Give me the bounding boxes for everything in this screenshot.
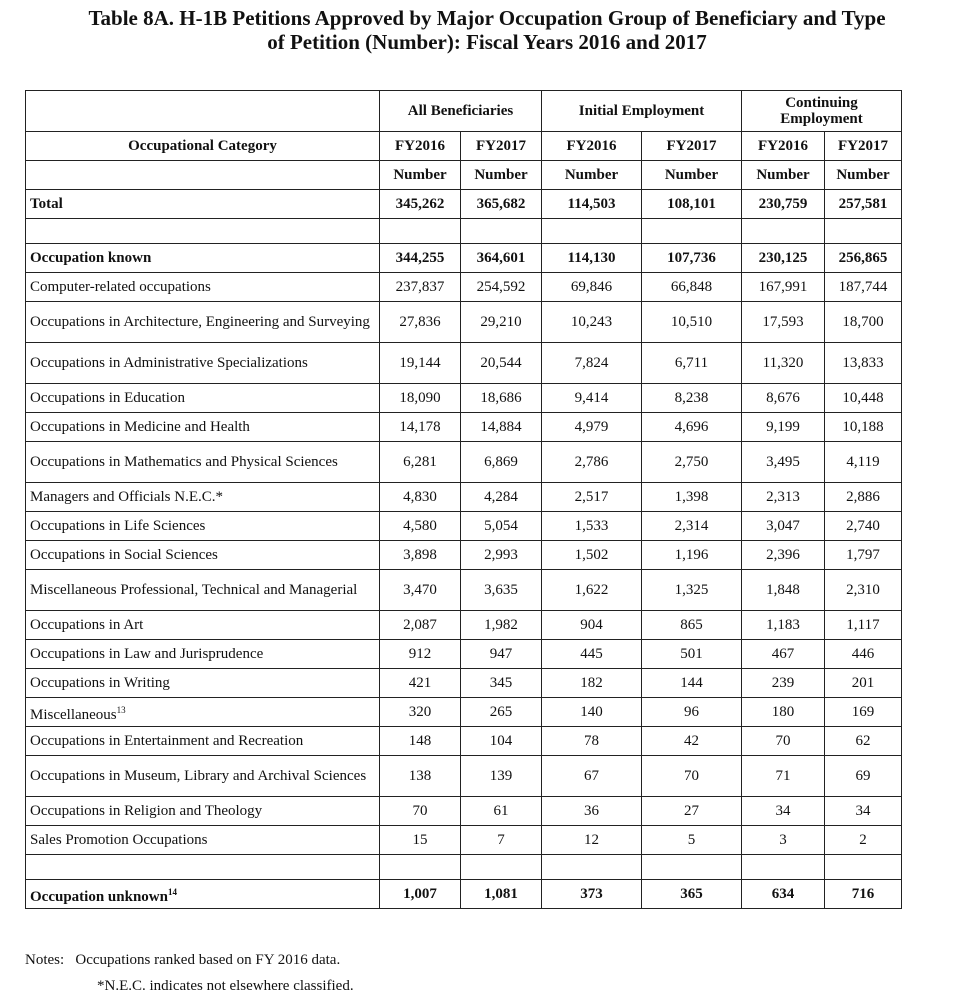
row-label-text: Occupations in Life Sciences: [30, 518, 206, 534]
value-cell: 3,635: [461, 570, 542, 611]
value-cell: 12: [542, 826, 642, 855]
row-label: [26, 442, 380, 483]
row-label: [26, 483, 380, 512]
value-cell: [825, 855, 902, 880]
row-label-text: Occupations in Law and Jurisprudence: [30, 646, 264, 662]
value-cell: 4,696: [642, 413, 742, 442]
value-cell: 42: [642, 727, 742, 756]
value-cell: 14,884: [461, 413, 542, 442]
title-line-1: Table 8A. H-1B Petitions Approved by Major Occupation Group of Beneficiary and Type: [88, 6, 886, 30]
value-cell: 10,448: [825, 384, 902, 413]
value-cell: 373: [542, 880, 642, 909]
value-cell: 257,581: [825, 190, 902, 219]
row-label: [26, 244, 380, 273]
table-row: [26, 611, 902, 640]
value-cell: 62: [825, 727, 902, 756]
value-cell: 1,797: [825, 541, 902, 570]
header-unit: Number: [825, 161, 902, 190]
table-row: [26, 698, 902, 727]
header-group-continuing-employment: Continuing Employment: [742, 91, 902, 132]
value-cell: 2,313: [742, 483, 825, 512]
value-cell: [825, 219, 902, 244]
value-cell: 716: [825, 880, 902, 909]
table-row: [26, 512, 902, 541]
value-cell: 4,119: [825, 442, 902, 483]
value-cell: 6,281: [380, 442, 461, 483]
table-row: [26, 797, 902, 826]
header-unit: Number: [542, 161, 642, 190]
table-row: [26, 669, 902, 698]
value-cell: 201: [825, 669, 902, 698]
value-cell: 365,682: [461, 190, 542, 219]
header-unit-row: [26, 161, 902, 190]
value-cell: 1,982: [461, 611, 542, 640]
value-cell: 1,848: [742, 570, 825, 611]
table-row: [26, 541, 902, 570]
value-cell: 4,979: [542, 413, 642, 442]
value-cell: 67: [542, 756, 642, 797]
footnote-marker: 13: [116, 704, 126, 715]
value-cell: 4,284: [461, 483, 542, 512]
value-cell: 69,846: [542, 273, 642, 302]
value-cell: 6,711: [642, 343, 742, 384]
row-label-text: Occupations in Museum, Library and Archival Sciences: [30, 768, 367, 784]
row-label-text: Miscellaneous Professional, Technical and Managerial: [30, 582, 358, 598]
value-cell: 10,188: [825, 413, 902, 442]
value-cell: [642, 855, 742, 880]
value-cell: [461, 855, 542, 880]
value-cell: 865: [642, 611, 742, 640]
value-cell: 3,047: [742, 512, 825, 541]
value-cell: 634: [742, 880, 825, 909]
row-label-text: Miscellaneous: [30, 706, 117, 723]
row-label: [26, 880, 380, 909]
value-cell: 2: [825, 826, 902, 855]
value-cell: 239: [742, 669, 825, 698]
header-unit: Number: [380, 161, 461, 190]
blank-row: [26, 855, 902, 880]
header-year: FY2017: [642, 132, 742, 161]
row-label: [26, 273, 380, 302]
value-cell: 34: [742, 797, 825, 826]
table-row: [26, 442, 902, 483]
value-cell: 7,824: [542, 343, 642, 384]
value-cell: 320: [380, 698, 461, 727]
value-cell: 2,310: [825, 570, 902, 611]
notes: [25, 947, 354, 999]
value-cell: 365: [642, 880, 742, 909]
table-title: [0, 6, 974, 54]
value-cell: 144: [642, 669, 742, 698]
row-label: [26, 826, 380, 855]
value-cell: 70: [642, 756, 742, 797]
row-label: [26, 797, 380, 826]
notes-line-1: Notes: Occupations ranked based on FY 2016 data.: [25, 952, 341, 968]
value-cell: 3,898: [380, 541, 461, 570]
value-cell: 114,503: [542, 190, 642, 219]
value-cell: 9,199: [742, 413, 825, 442]
value-cell: 108,101: [642, 190, 742, 219]
value-cell: 4,830: [380, 483, 461, 512]
row-label-text: Sales Promotion Occupations: [30, 832, 208, 848]
header-year: FY2016: [542, 132, 642, 161]
header-corner-cell: [26, 91, 380, 132]
value-cell: 230,759: [742, 190, 825, 219]
value-cell: 187,744: [825, 273, 902, 302]
table-row: [26, 413, 902, 442]
row-label: [26, 611, 380, 640]
value-cell: 912: [380, 640, 461, 669]
row-label-text: Occupations in Entertainment and Recreation: [30, 733, 304, 749]
header-unit-blank: [26, 161, 380, 190]
row-label: [26, 669, 380, 698]
value-cell: 180: [742, 698, 825, 727]
row-label: [26, 190, 380, 219]
value-cell: 10,510: [642, 302, 742, 343]
row-label: [26, 219, 380, 244]
value-cell: 1,007: [380, 880, 461, 909]
table-row: [26, 826, 902, 855]
table-row: [26, 570, 902, 611]
value-cell: [380, 219, 461, 244]
title-line-2: of Petition (Number): Fiscal Years 2016 and 2017: [267, 30, 707, 54]
value-cell: 237,837: [380, 273, 461, 302]
value-cell: 9,414: [542, 384, 642, 413]
row-label: [26, 640, 380, 669]
value-cell: 1,196: [642, 541, 742, 570]
header-year: FY2017: [461, 132, 542, 161]
value-cell: 148: [380, 727, 461, 756]
table-row: [26, 244, 902, 273]
table-body: [26, 190, 902, 909]
value-cell: 230,125: [742, 244, 825, 273]
value-cell: 265: [461, 698, 542, 727]
row-label: [26, 343, 380, 384]
row-label: [26, 756, 380, 797]
table-row: [26, 640, 902, 669]
value-cell: 467: [742, 640, 825, 669]
header-group-all-beneficiaries: All Beneficiaries: [380, 91, 542, 132]
row-label: [26, 698, 380, 727]
value-cell: 61: [461, 797, 542, 826]
header-unit: Number: [642, 161, 742, 190]
value-cell: 446: [825, 640, 902, 669]
value-cell: 34: [825, 797, 902, 826]
value-cell: 140: [542, 698, 642, 727]
value-cell: 445: [542, 640, 642, 669]
value-cell: 421: [380, 669, 461, 698]
value-cell: 345,262: [380, 190, 461, 219]
value-cell: [742, 219, 825, 244]
table-row: [26, 756, 902, 797]
value-cell: 18,700: [825, 302, 902, 343]
value-cell: 10,243: [542, 302, 642, 343]
row-label-text: Occupations in Medicine and Health: [30, 419, 250, 435]
value-cell: 20,544: [461, 343, 542, 384]
row-label-text: Occupations in Administrative Specializations: [30, 355, 308, 371]
value-cell: 15: [380, 826, 461, 855]
value-cell: 2,786: [542, 442, 642, 483]
value-cell: [542, 219, 642, 244]
value-cell: 70: [742, 727, 825, 756]
value-cell: 8,238: [642, 384, 742, 413]
table-row: [26, 302, 902, 343]
value-cell: 3: [742, 826, 825, 855]
value-cell: 11,320: [742, 343, 825, 384]
value-cell: 2,886: [825, 483, 902, 512]
row-label-text: Computer-related occupations: [30, 279, 211, 295]
value-cell: 3,470: [380, 570, 461, 611]
row-label: [26, 512, 380, 541]
header-unit: Number: [742, 161, 825, 190]
value-cell: 104: [461, 727, 542, 756]
value-cell: 1,117: [825, 611, 902, 640]
row-label: [26, 384, 380, 413]
value-cell: 19,144: [380, 343, 461, 384]
row-label-text: Occupations in Architecture, Engineering and Surveying: [30, 314, 370, 330]
value-cell: 1,533: [542, 512, 642, 541]
value-cell: [542, 855, 642, 880]
row-label-text: Occupations in Mathematics and Physical Sciences: [30, 454, 338, 470]
value-cell: 501: [642, 640, 742, 669]
value-cell: 114,130: [542, 244, 642, 273]
value-cell: 107,736: [642, 244, 742, 273]
value-cell: 904: [542, 611, 642, 640]
value-cell: 29,210: [461, 302, 542, 343]
value-cell: [642, 219, 742, 244]
row-label: [26, 541, 380, 570]
value-cell: 5,054: [461, 512, 542, 541]
value-cell: 5: [642, 826, 742, 855]
value-cell: 2,517: [542, 483, 642, 512]
value-cell: 7: [461, 826, 542, 855]
value-cell: 66,848: [642, 273, 742, 302]
header-year: FY2016: [742, 132, 825, 161]
header-unit: Number: [461, 161, 542, 190]
value-cell: 3,495: [742, 442, 825, 483]
value-cell: 182: [542, 669, 642, 698]
value-cell: 364,601: [461, 244, 542, 273]
value-cell: 2,740: [825, 512, 902, 541]
value-cell: 6,869: [461, 442, 542, 483]
row-label: [26, 855, 380, 880]
value-cell: 1,183: [742, 611, 825, 640]
header-occupational-category: Occupational Category: [26, 132, 380, 161]
value-cell: 345: [461, 669, 542, 698]
value-cell: 17,593: [742, 302, 825, 343]
table-row: [26, 273, 902, 302]
value-cell: 96: [642, 698, 742, 727]
value-cell: 1,622: [542, 570, 642, 611]
value-cell: 138: [380, 756, 461, 797]
value-cell: 1,325: [642, 570, 742, 611]
value-cell: 254,592: [461, 273, 542, 302]
row-label: [26, 727, 380, 756]
h1b-petitions-table: [25, 90, 902, 909]
value-cell: 947: [461, 640, 542, 669]
row-label-text: Occupations in Art: [30, 617, 144, 633]
row-label-text: Managers and Officials N.E.C.*: [30, 489, 224, 505]
table-row: [26, 880, 902, 909]
value-cell: [380, 855, 461, 880]
header-year-row: [26, 132, 902, 161]
row-label: [26, 302, 380, 343]
value-cell: 71: [742, 756, 825, 797]
value-cell: 27,836: [380, 302, 461, 343]
row-label-text: Occupations in Writing: [30, 675, 170, 691]
value-cell: 344,255: [380, 244, 461, 273]
value-cell: 8,676: [742, 384, 825, 413]
value-cell: 256,865: [825, 244, 902, 273]
value-cell: 2,750: [642, 442, 742, 483]
table-row: [26, 190, 902, 219]
row-label-text: Occupations in Social Sciences: [30, 547, 218, 563]
value-cell: 69: [825, 756, 902, 797]
value-cell: 167,991: [742, 273, 825, 302]
table-row: [26, 483, 902, 512]
value-cell: 14,178: [380, 413, 461, 442]
header-group-row: [26, 91, 902, 132]
blank-row: [26, 219, 902, 244]
value-cell: 78: [542, 727, 642, 756]
table-row: [26, 727, 902, 756]
row-label-text: Occupation known: [30, 250, 152, 266]
footnote-marker: 14: [167, 886, 177, 897]
row-label-text: Total: [30, 196, 63, 212]
row-label-text: Occupations in Education: [30, 390, 185, 406]
value-cell: 13,833: [825, 343, 902, 384]
value-cell: 1,502: [542, 541, 642, 570]
value-cell: 70: [380, 797, 461, 826]
value-cell: 36: [542, 797, 642, 826]
value-cell: 18,686: [461, 384, 542, 413]
header-year: FY2016: [380, 132, 461, 161]
row-label-text: Occupations in Religion and Theology: [30, 803, 263, 819]
value-cell: 2,314: [642, 512, 742, 541]
value-cell: 2,087: [380, 611, 461, 640]
value-cell: 1,398: [642, 483, 742, 512]
value-cell: 27: [642, 797, 742, 826]
value-cell: 1,081: [461, 880, 542, 909]
value-cell: 18,090: [380, 384, 461, 413]
value-cell: 2,993: [461, 541, 542, 570]
header-year: FY2017: [825, 132, 902, 161]
row-label: [26, 570, 380, 611]
header-group-initial-employment: Initial Employment: [542, 91, 742, 132]
value-cell: [742, 855, 825, 880]
value-cell: 139: [461, 756, 542, 797]
value-cell: 2,396: [742, 541, 825, 570]
value-cell: [461, 219, 542, 244]
table-row: [26, 384, 902, 413]
notes-line-2: *N.E.C. indicates not elsewhere classified.: [97, 978, 354, 994]
value-cell: 169: [825, 698, 902, 727]
value-cell: 4,580: [380, 512, 461, 541]
row-label: [26, 413, 380, 442]
row-label-text: Occupation unknown: [30, 888, 168, 905]
table-row: [26, 343, 902, 384]
